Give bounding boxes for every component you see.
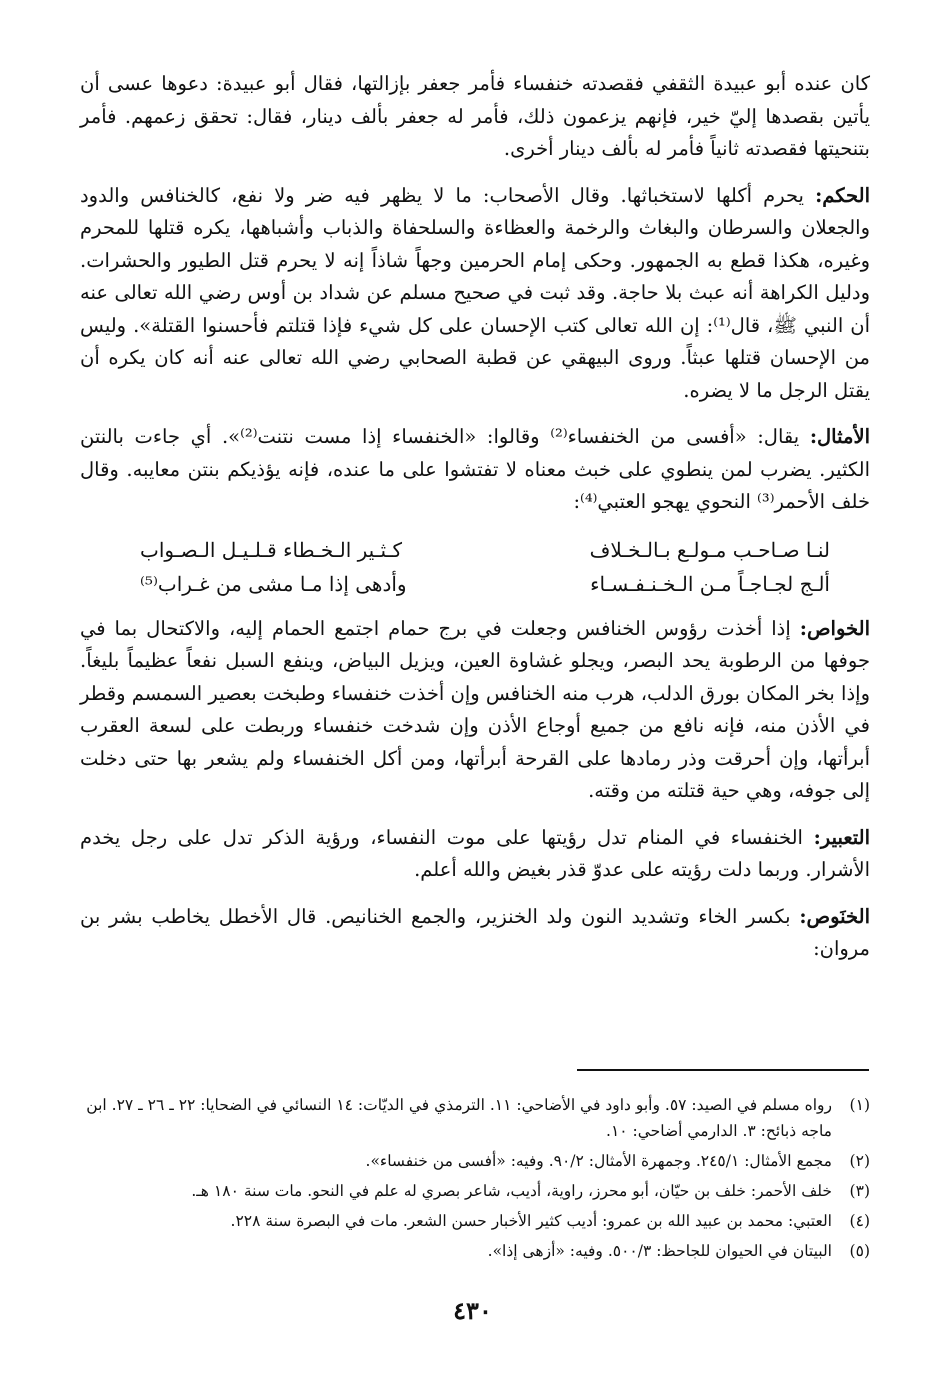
paragraph-text: يحرم أكلها لاستخباثها. وقال الأصحاب: ما لا يظهر فيه ضر ولا نفع، كالخنافس والدود والجعلان والسرطان والبغاث والرخمة والعظاءة والسلحفاة والذباب وأشباهها، يكره قتلها للمحرم وغيره، هكذا قطع به الجمهور. وحكى إمام الحرمين وجهاً شاذاً إنه لا يحرم قتل الطيور والحشرات. ودليل الكراهة أنه عبث بلا حاجة. وقد ثبت في صحيح مسلم عن شداد بن أوس رضي الله تعالى عنه أن النبي ﷺ، قال⁽¹⁾: إن الله تعالى كتب الإحسان على كل شيء فإذا قتلتم فأحسنوا القتلة». وليس من الإحسان قتلها عبثاً. وروى البيهقي عن قطبة الصحابي رضي الله تعالى عنه أنه كان يكره أن يقتل الرجل ما لا يضره. [80,183,870,402]
paragraph-ruling [80,180,870,408]
paragraph-lead: الخنَوص: [799,904,870,928]
footnote [80,1178,870,1204]
footnote-text: البيتان في الحيوان للجاحظ: ٥٠٠/٣. وفيه: «أزهى إذا». [487,1242,832,1260]
paragraph-intro [80,68,870,166]
footnote-text: خلف الأحمر: خلف بن حيّان، أبو محرز، راوية، أديب، شاعر بصري له علم في النحو. مات سنة ١٨٠ هـ. [191,1182,832,1200]
footnote-number: (٣) [849,1182,870,1200]
poem-second-hemistich: وأدهى إذا مـا مشى من غـراب⁽⁵⁾ [140,571,407,596]
poem [80,533,870,601]
paragraph-entry-khinnaws [80,901,870,966]
poem-verse [80,533,870,567]
poem-second-hemistich: كـثـير الـخـطاء قـلـيـل الـصـواب [140,537,402,562]
poem-first-hemistich: لنـا صـاحـب مـولـع بـالـخـلاف [589,537,830,562]
footnote-text: مجمع الأمثال: ٢٤٥/١. وجمهرة الأمثال: ٩٠/٢. وفيه: «أفسى من خنفساء». [365,1152,832,1170]
footnote-text: رواه مسلم في الصيد: ٥٧. وأبو داود في الأضاحي: ١١. الترمذي في الديّات: ١٤ النسائي في الضحايا: ٢٢ ـ ٢٦ ـ ٢٧. ابن ماجه ذبائح: ٣. الدارمي أضاحي: ١٠. [86,1096,832,1140]
paragraph-lead: الحكم: [815,183,870,207]
main-text [80,68,870,980]
footnote-number: (٢) [849,1152,870,1170]
paragraph-dream-interpretation [80,822,870,887]
poem-verse [80,567,870,601]
footnote-number: (١) [849,1096,870,1114]
footnote-text: العتبي: محمد بن عبيد الله بن عمرو: أديب كثير الأخبار حسن الشعر. مات في البصرة سنة ٢٢٨. [230,1212,832,1230]
footnote-divider [577,1069,869,1071]
footnote [80,1238,870,1264]
paragraph-text: يقال: «أفسى من الخنفساء⁽²⁾ وقالوا: «الخنفساء إذا مست نتنت⁽²⁾». أي جاءت بالنتن الكثير. يضرب لمن ينطوي على خبث معناه لا تفتشوا على ما عنده، فإنه يؤذيكم بنتن معايبه. وقال خلف الأحمر⁽³⁾ النحوي يهجو العتبي⁽⁴⁾: [80,425,870,513]
footnote [80,1208,870,1234]
paragraph-proverbs [80,421,870,519]
paragraph-lead: التعبير: [813,825,870,849]
footnote [80,1092,870,1144]
footnote-number: (٥) [849,1242,870,1260]
paragraph-text: كان عنده أبو عبيدة الثقفي فقصدته خنفساء فأمر جعفر بإزالتها، فقال أبو عبيدة: دعوها عسى أن يأتين بقصدها إليّ خير، فإنهم يزعمون ذلك، فأمر له جعفر بألف دينار، فقال: تحقق زعمهم. فأمر بتنحيتها فقصدته ثانياً فأمر له بألف دينار أخرى. [80,72,870,160]
paragraph-text: إذا أخذت رؤوس الخنافس وجعلت في برج حمام اجتمع الحمام إليه، والاكتحال بما في جوفها من الرطوبة يحد البصر، ويجلو غشاوة العين، ويزيل البياض، وينفع السبل نفعاً عظيماً بليغاً. وإذا بخر المكان بورق الدلب، هرب منه الخنافس وإن أخذت خنفساء وطبخت بعصير السمسم وقطر في الأذن منه، فإنه نافع من جميع أوجاع الأذن وإن شدخت خنفساء وربطت على لسعة العقرب أبرأتها، وإن أحرقت وذر رمادها على القرحة أبرأتها، ومن أكل الخنفساء ولم يشعر بها حتى دخلت إلى جوفه، وهي حية قتلته من وقته. [80,616,870,802]
page-number: ٤٣٠ [453,1296,492,1325]
footnote [80,1148,870,1174]
footnote-number: (٤) [849,1212,870,1230]
paragraph-properties [80,613,870,808]
paragraph-lead: الأمثال: [809,425,870,448]
paragraph-lead: الخواص: [799,616,870,640]
paragraph-text: الخنفساء في المنام تدل رؤيتها على موت النفساء، ورؤية الذكر تدل على رجل يخدم الأشرار. وربما دلت رؤيته على عدوّ قذر بغيض والله أعلم. [80,825,870,881]
paragraph-text: بكسر الخاء وتشديد النون ولد الخنزير، والجمع الخنانيص. قال الأخطل يخاطب بشر بن مروان: [80,904,870,960]
poem-first-hemistich: ألـج لجـاجـاً مـن الـخـنـفـسـاء [590,571,830,596]
footnotes [80,1092,870,1268]
